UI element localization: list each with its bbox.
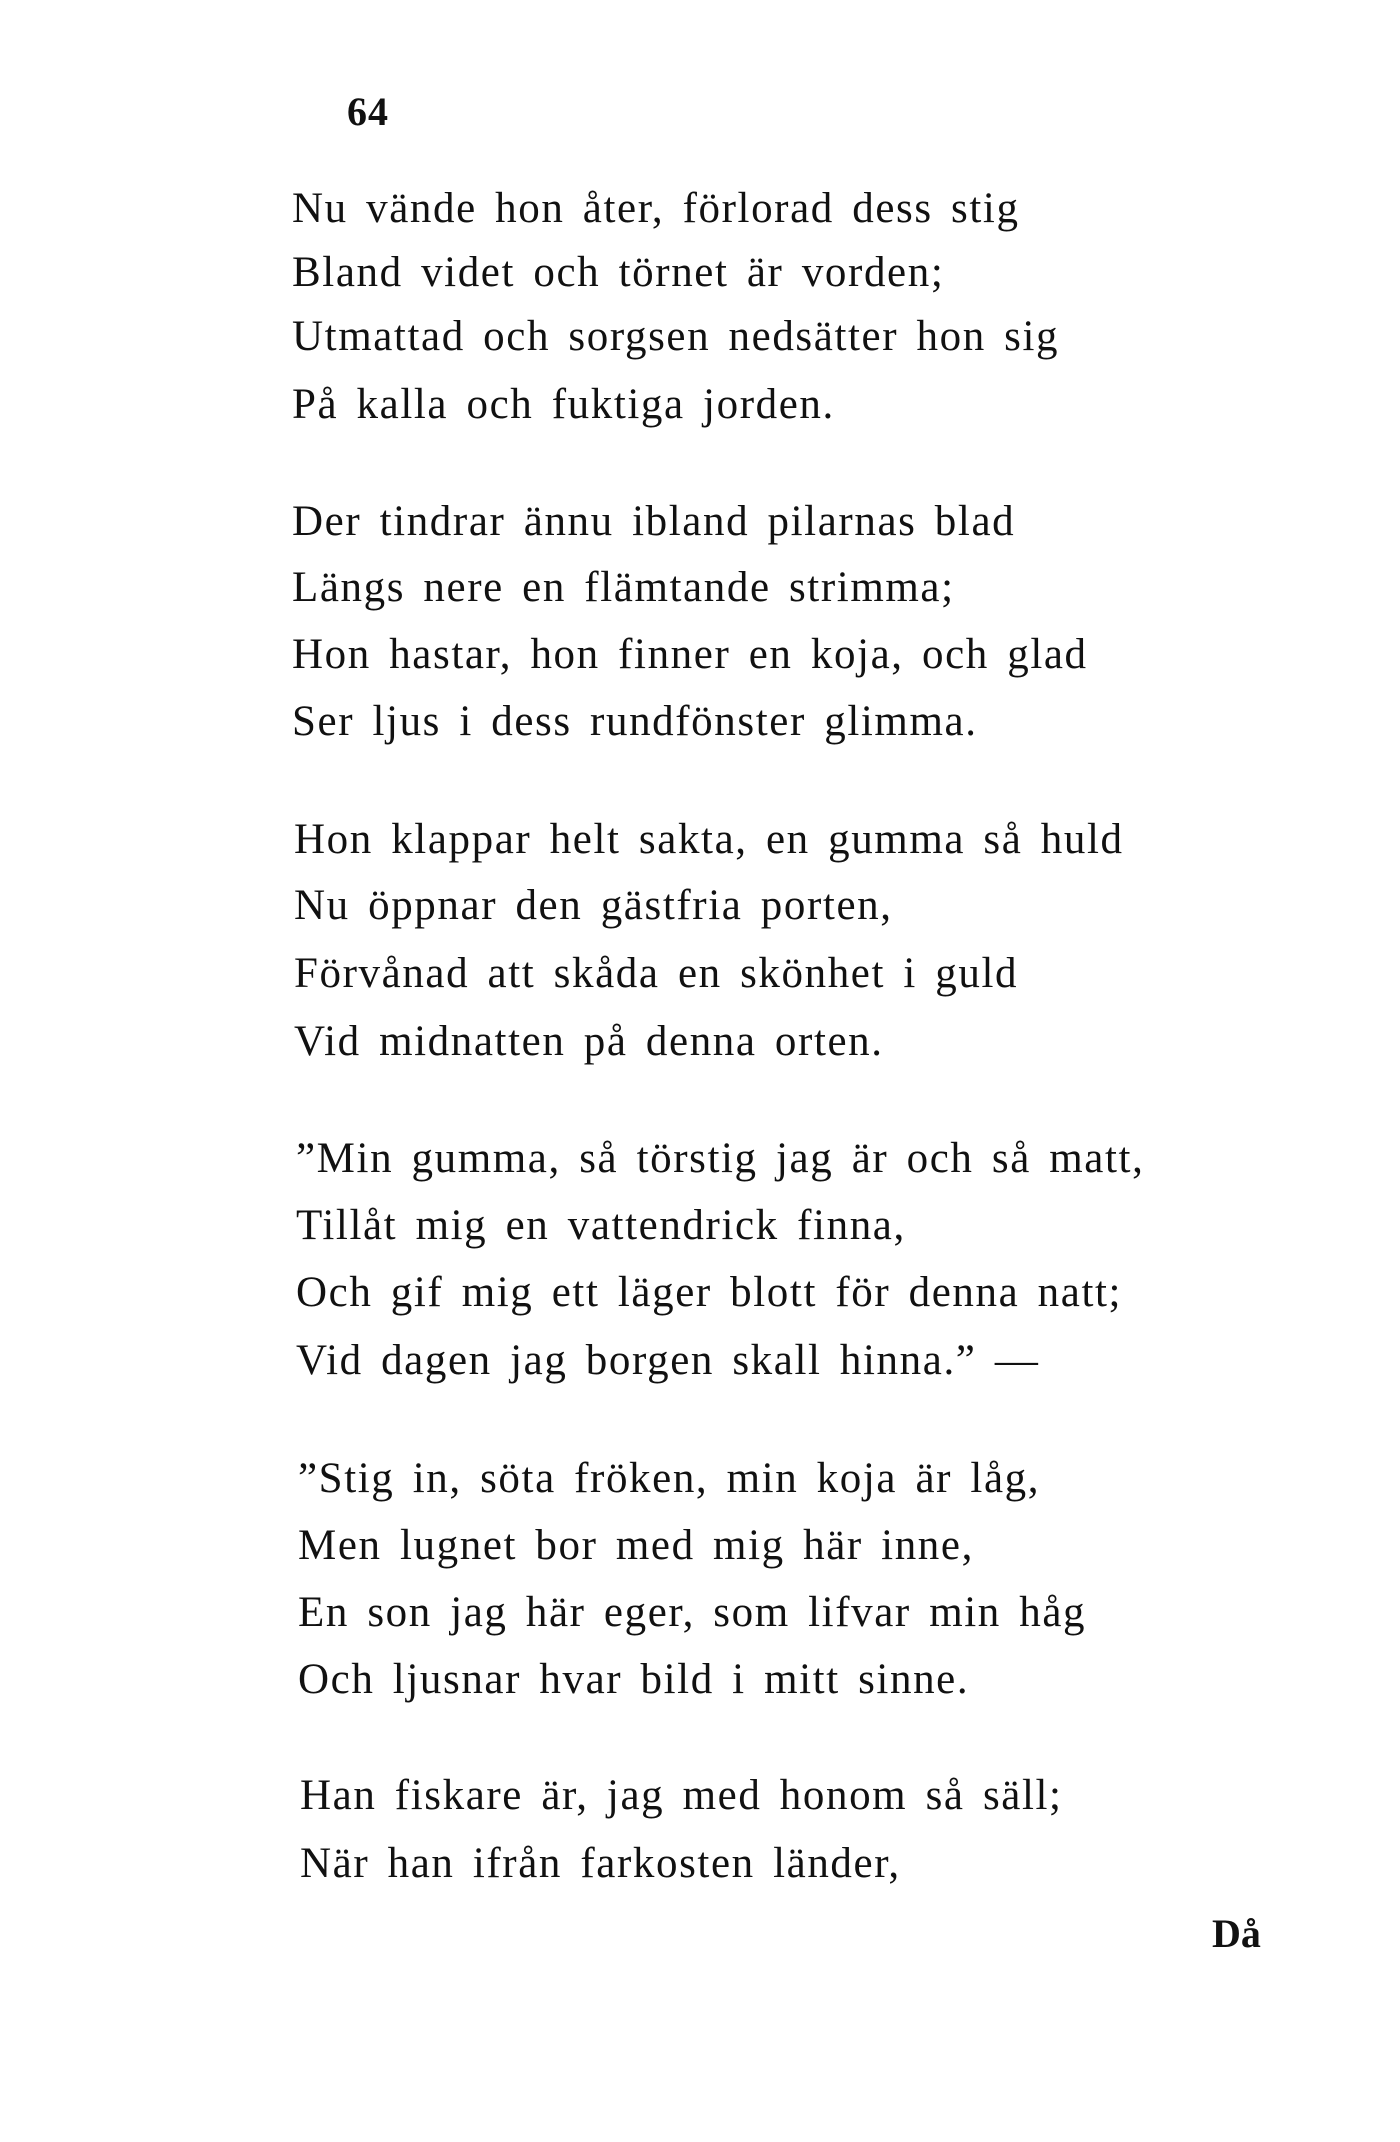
verse-line: När han ifrån farkosten länder,	[300, 1840, 901, 1887]
verse-line: Och ljusnar hvar bild i mitt sinne.	[298, 1656, 970, 1703]
verse-line: Nu vände hon åter, förlorad dess stig	[292, 185, 1020, 232]
verse-line: Hon klappar helt sakta, en gumma så huld	[294, 816, 1124, 863]
verse-line: ”Stig in, söta fröken, min koja är låg,	[298, 1455, 1041, 1502]
verse-line: Der tindrar ännu ibland pilarnas blad	[292, 498, 1016, 545]
verse-line: Hon hastar, hon finner en koja, och glad	[292, 631, 1088, 678]
verse-line: Och gif mig ett läger blott för denna natt;	[296, 1269, 1123, 1316]
verse-line: Utmattad och sorgsen nedsätter hon sig	[292, 313, 1060, 360]
catchword: Då	[1212, 1911, 1261, 1956]
verse-line: Längs nere en flämtande strimma;	[292, 564, 955, 611]
verse-line: På kalla och fuktiga jorden.	[292, 381, 835, 428]
verse-line: En son jag här eger, som lifvar min håg	[298, 1589, 1087, 1636]
verse-line: Men lugnet bor med mig här inne,	[298, 1522, 974, 1569]
verse-line: Bland videt och törnet är vorden;	[292, 249, 945, 296]
verse-line: Förvånad att skåda en skönhet i guld	[294, 950, 1019, 997]
verse-line: Vid midnatten på denna orten.	[294, 1018, 884, 1065]
verse-line: Tillåt mig en vattendrick finna,	[296, 1202, 906, 1249]
verse-line: ”Min gumma, så törstig jag är och så matt,	[296, 1135, 1145, 1182]
verse-line: Ser ljus i dess rundfönster glimma.	[292, 698, 978, 745]
page-number: 64	[347, 89, 389, 134]
verse-line: Vid dagen jag borgen skall hinna.” —	[296, 1337, 1040, 1384]
verse-line: Nu öppnar den gästfria porten,	[294, 882, 893, 929]
verse-line: Han fiskare är, jag med honom så säll;	[300, 1772, 1063, 1819]
